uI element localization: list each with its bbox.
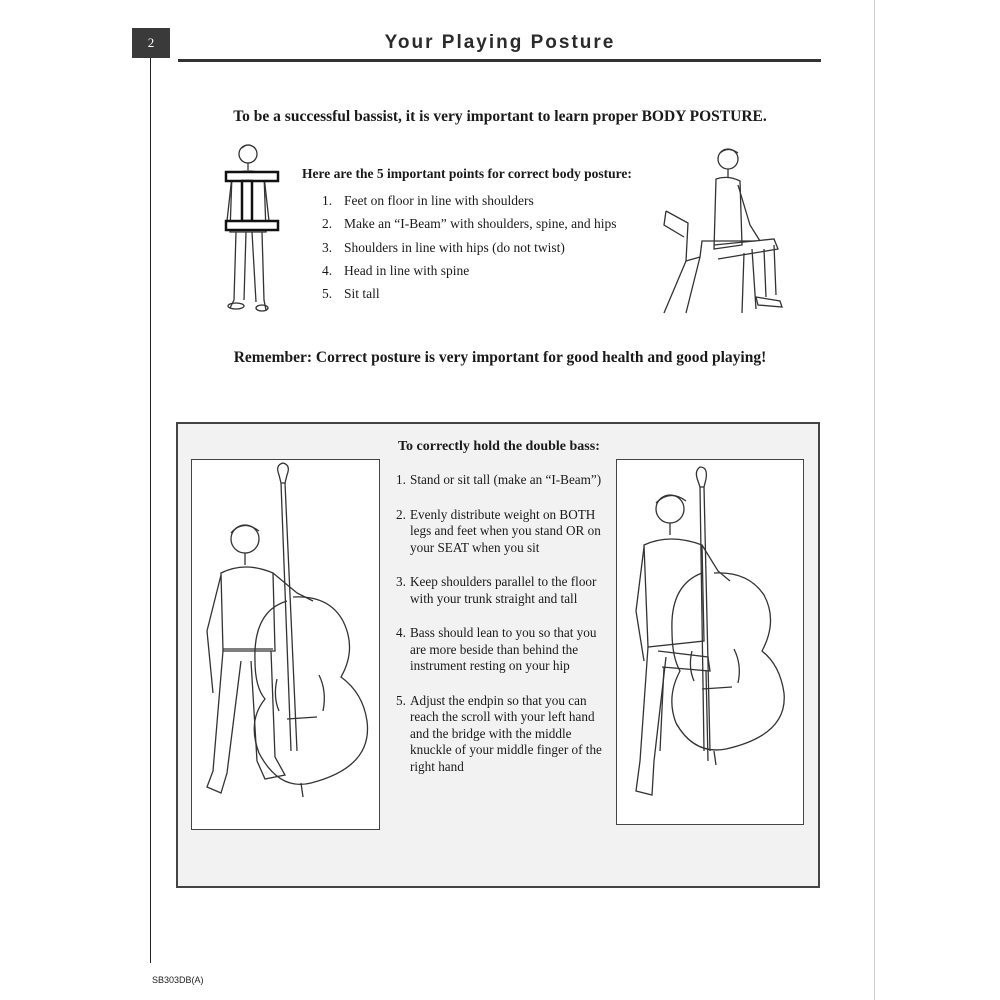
item-number: 1. (322, 193, 333, 208)
page-title: Your Playing Posture (384, 32, 616, 53)
remember-statement: Remember: Correct posture is very important for good health and good playing! (233, 349, 767, 366)
item-text: Bass should lean to you so that you are more beside than behind the instrument resting on your hip (410, 625, 597, 673)
item-text: Keep shoulders parallel to the floor with your trunk straight and tall (410, 574, 597, 606)
item-text: Feet on floor in line with shoulders (344, 193, 534, 208)
list-item (396, 574, 611, 607)
page-edge (874, 0, 875, 1000)
standing-bass-illustration (193, 461, 378, 828)
item-number: 3. (322, 239, 333, 255)
margin-rule (150, 58, 151, 963)
item-text: Shoulders in line with hips (do not twist) (344, 239, 565, 255)
item-text: Stand or sit tall (make an “I-Beam”) (410, 472, 602, 487)
item-number: 4. (396, 625, 406, 640)
item-number: 5. (396, 692, 406, 708)
list-item (322, 216, 617, 239)
item-number: 3. (396, 574, 406, 589)
list-item (322, 240, 617, 263)
posture-points-list (322, 193, 617, 309)
item-text: Sit tall (344, 286, 380, 302)
item-text: Adjust the endpin so that you can reach the scroll with your left hand and the bridge with the middle knuckle of your middle finger of the right hand (410, 692, 602, 774)
list-item (322, 193, 617, 216)
item-number: 2. (396, 506, 406, 522)
list-item (322, 263, 617, 286)
intro-statement: To be a successful bassist, it is very important to learn proper BODY POSTURE. (233, 108, 767, 125)
item-text: Make an “I-Beam” with shoulders, spine, and hips (344, 216, 617, 232)
list-item (396, 693, 611, 776)
list-item (396, 507, 611, 557)
item-number: 5. (322, 286, 333, 302)
list-item (322, 286, 617, 309)
catalog-code: SB303DB(A) (152, 975, 204, 985)
item-text: Head in line with spine (344, 262, 470, 278)
seated-posture-illustration (656, 145, 791, 317)
item-number: 4. (322, 262, 333, 278)
item-number: 1. (396, 472, 406, 487)
posture-points-heading: Here are the 5 important points for correct body posture: (302, 166, 632, 181)
hold-bass-heading: To correctly hold the double bass: (398, 439, 600, 454)
title-underline (178, 59, 821, 62)
seated-bass-illustration (618, 461, 802, 823)
item-text: Evenly distribute weight on BOTH legs and feet when you stand OR on your SEAT when you sit (410, 506, 601, 555)
hold-bass-list (396, 472, 611, 793)
item-number: 2. (322, 216, 333, 232)
list-item (396, 625, 611, 675)
standing-ibeam-illustration (218, 140, 288, 318)
page-number: 2 (132, 28, 170, 58)
list-item (396, 472, 611, 489)
